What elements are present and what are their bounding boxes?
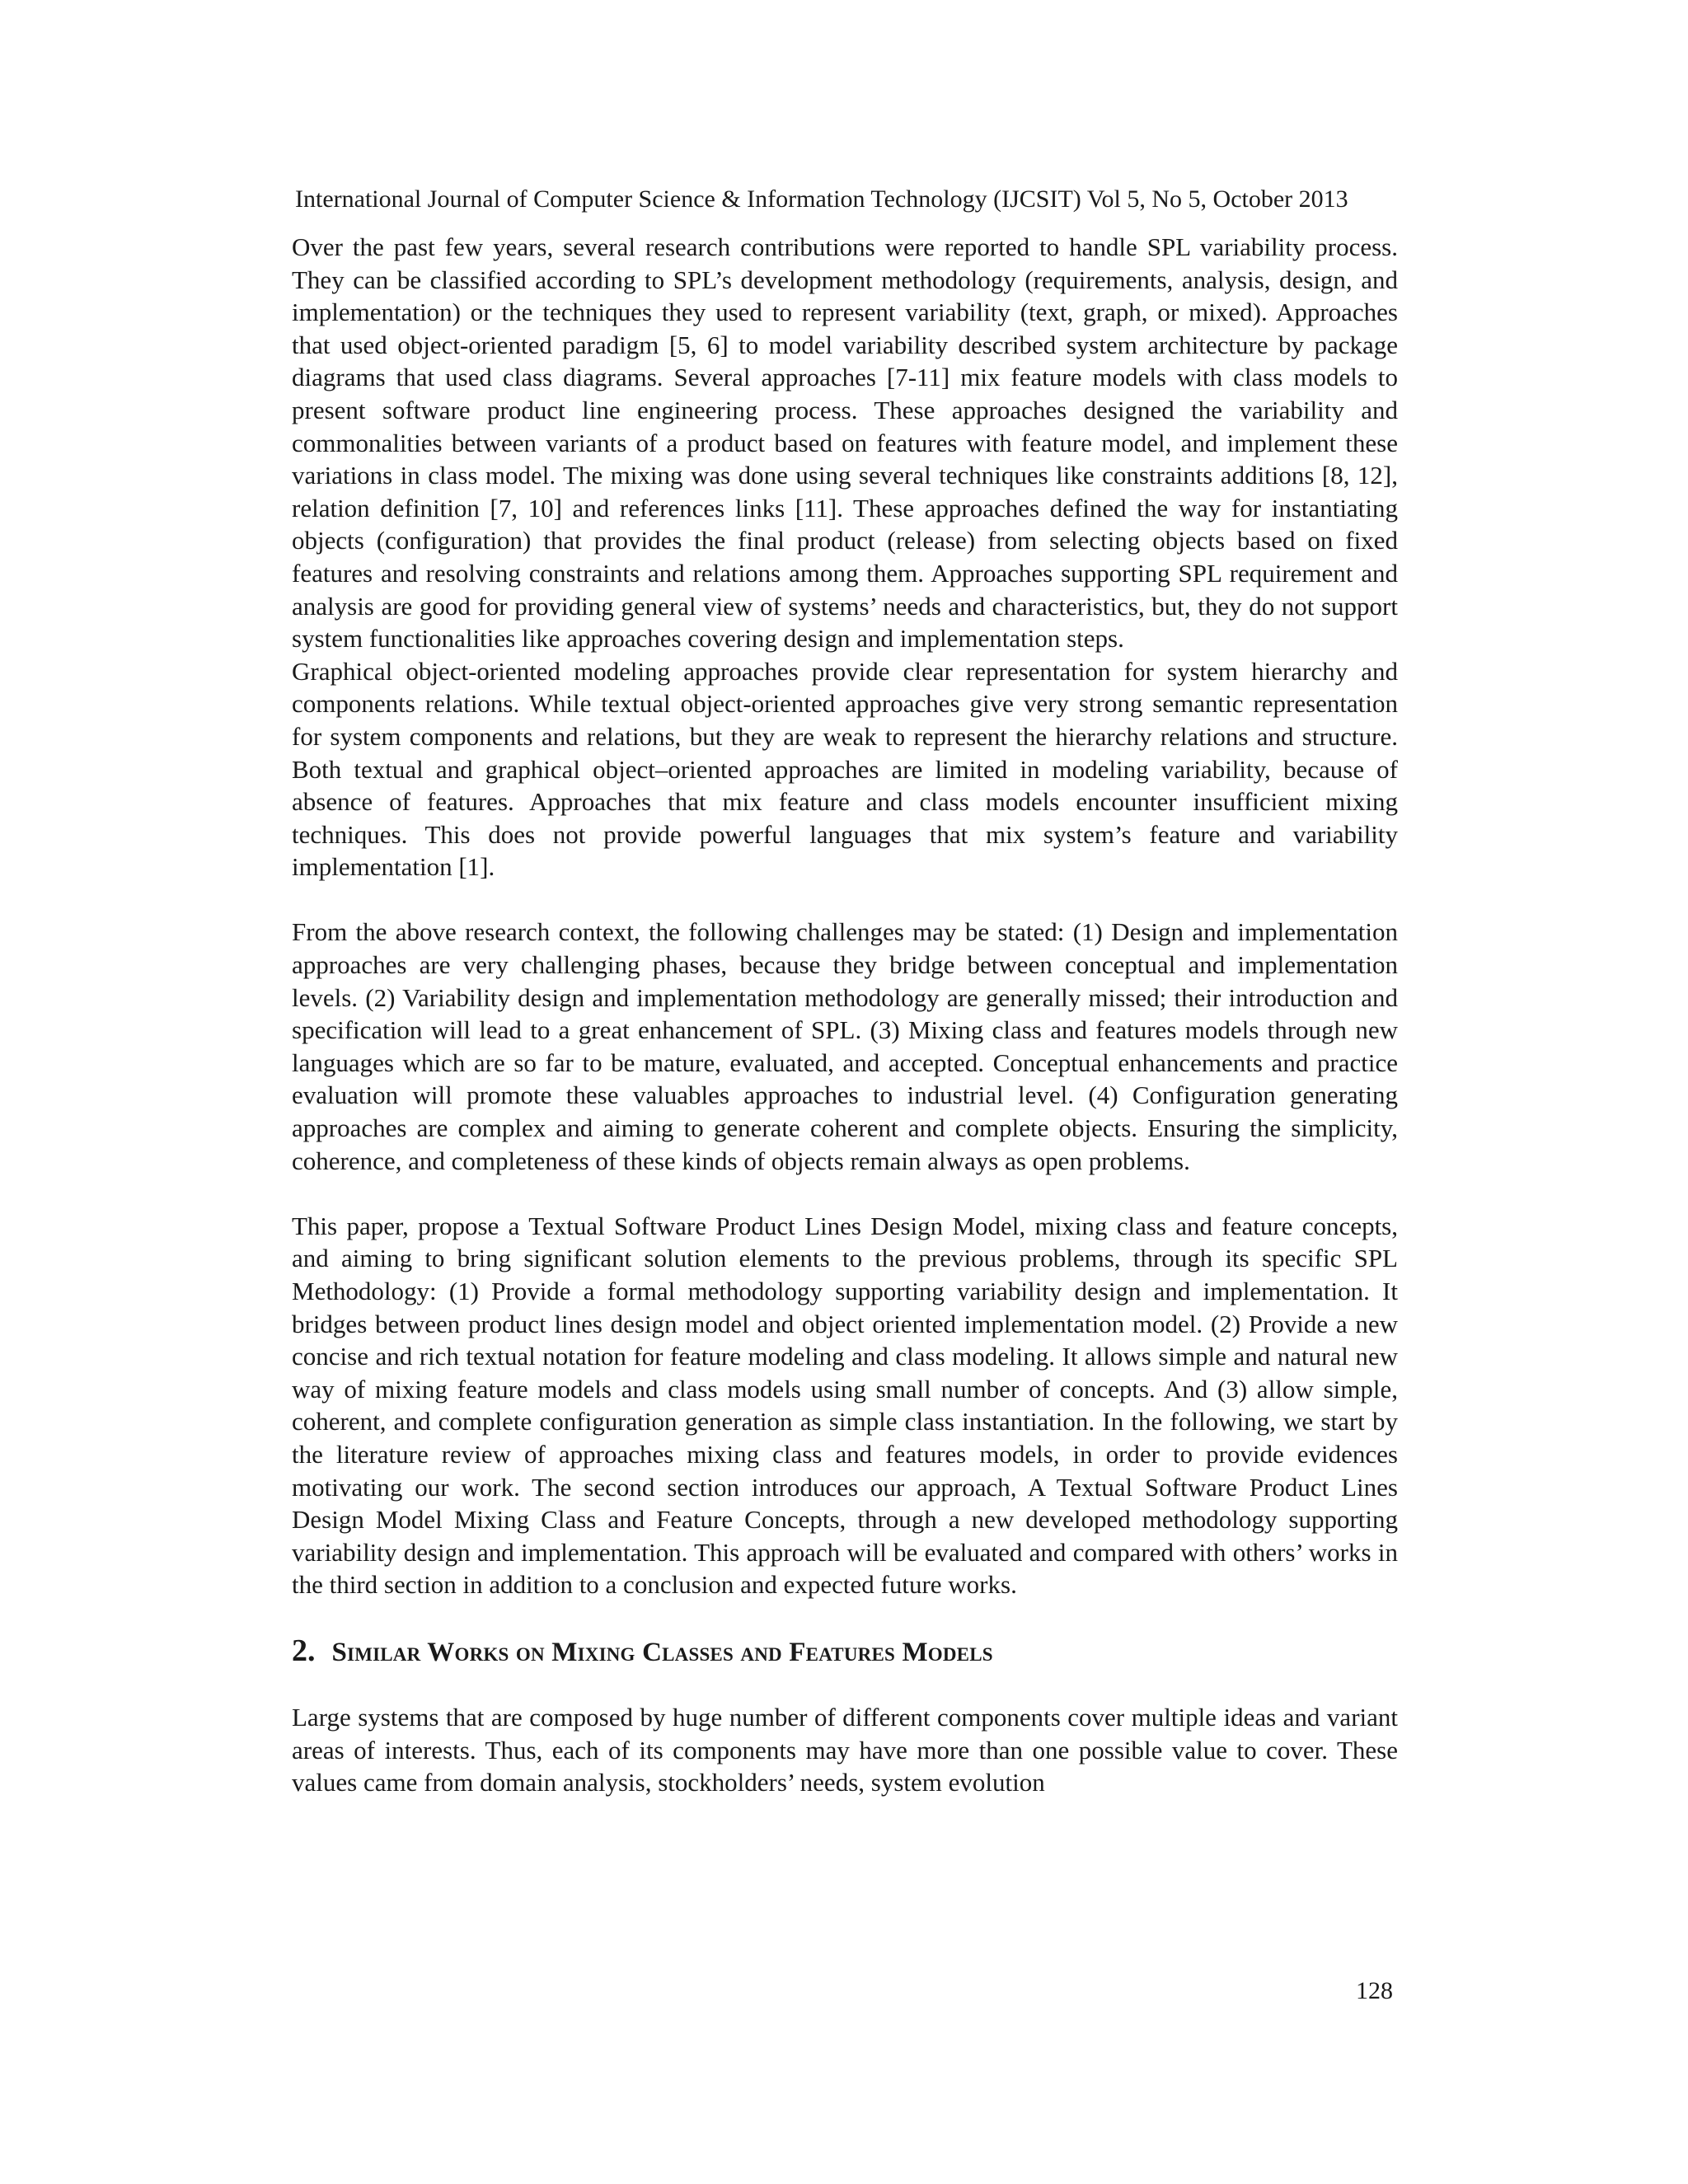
paragraph-spacer [292,883,1398,916]
section-title: Similar Works on Mixing Classes and Features Models [331,1637,993,1667]
paragraph-related-research: Over the past few years, several research contributions were reported to handle SPL variability process. They can be classified according to SPL’s development methodology (requirements, analysis, design, and implementation) or the techniques they used to represent variability (text, graph, or mixed). Approaches that used object-oriented paradigm [5, 6] to model variability described system architecture by package diagrams that used class diagrams. Several approaches [7-11] mix feature models with class models to present software product line engineering process. These approaches designed the variability and commonalities between variants of a product based on features with feature model, and implement these variations in class model. The mixing was done using several techniques like constraints additions [8, 12], relation definition [7, 10] and references links [11]. These approaches defined the way for instantiating objects (configuration) that provides the final product (release) from selecting objects based on fixed features and resolving constraints and relations among them. Approaches supporting SPL requirement and analysis are good for providing general view of systems’ needs and characteristics, but, they do not support system functionalities like approaches covering design and implementation steps. [292,232,1398,654]
section-number: 2. [292,1633,316,1668]
paragraph-spacer [292,1177,1398,1210]
paragraph-section-intro: Large systems that are composed by huge number of different components cover multiple ideas and variant areas of interests. Thus, each of its components may have more than one possible value to cover. These values came from domain analysis, stockholders’ needs, system evolution [292,1703,1398,1797]
paragraph-object-oriented-approaches: Graphical object-oriented modeling approaches provide clear representation for system hierarchy and components relations. While textual object-oriented approaches give very strong semantic representation for system components and relations, but they are weak to represent the hierarchy relations and structure. Both textual and graphical object–oriented approaches are limited in modeling variability, because of absence of features. Approaches that mix feature and class models encounter insufficient mixing techniques. This does not provide powerful languages that mix system’s feature and variability implementation [1]. [292,656,1398,882]
journal-running-header: International Journal of Computer Science & Information Technology (IJCSIT) Vol 5, No 5, October 2013 [295,185,1348,213]
paragraph-challenges: From the above research context, the following challenges may be stated: (1) Design and implementation approaches are very challenging phases, because they bridge between conceptual and implementation levels. (2) Variability design and implementation methodology are generally missed; their introduction and specification will lead to a great enhancement of SPL. (3) Mixing class and features models through new languages which are so far to be mature, evaluated, and accepted. Conceptual enhancements and practice evaluation will promote these valuables approaches to industrial level. (4) Configuration generating approaches are complex and aiming to generate coherent and complete objects. Ensuring the simplicity, coherence, and completeness of these kinds of objects remain always as open problems. [292,917,1398,1175]
paragraph-spacer [292,1601,1398,1634]
section-heading [292,1634,1398,1669]
paragraph-spacer [292,1669,1398,1702]
page-number: 128 [1356,1977,1393,2004]
page-body [292,231,1398,1799]
paragraph-contributions: This paper, propose a Textual Software Product Lines Design Model, mixing class and feature concepts, and aiming to bring significant solution elements to the previous problems, through its specific SPL Methodology: (1) Provide a formal methodology supporting variability design and implementation. It bridges between product lines design model and object oriented implementation model. (2) Provide a new concise and rich textual notation for feature modeling and class modeling. It allows simple and natural new way of mixing feature models and class models using small number of concepts. And (3) allow simple, coherent, and complete configuration generation as simple class instantiation. In the following, we start by the literature review of approaches mixing class and features models, in order to provide evidences motivating our work. The second section introduces our approach, A Textual Software Product Lines Design Model Mixing Class and Feature Concepts, through a new developed methodology supporting variability design and implementation. This approach will be evaluated and compared with others’ works in the third section in addition to a conclusion and expected future works. [292,1211,1398,1600]
